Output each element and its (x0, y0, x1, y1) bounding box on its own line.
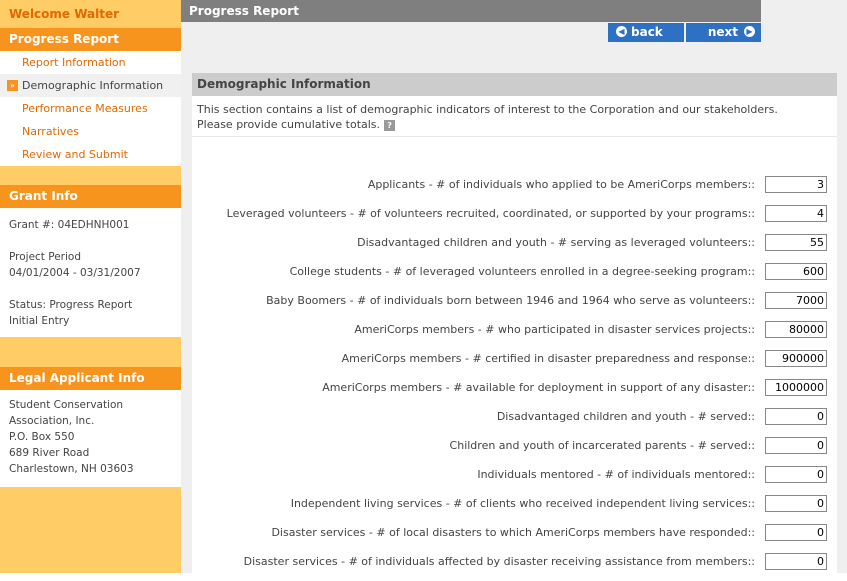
field-label: Baby Boomers - # of individuals born between 1946 and 1964 who serve as volunteers:: (266, 294, 755, 307)
field-input[interactable] (765, 437, 827, 454)
nav-report-information[interactable] (0, 51, 181, 74)
nav-label: Review and Submit (22, 148, 128, 161)
page-title: Progress Report (181, 0, 761, 22)
panel-title: Demographic Information (192, 73, 837, 96)
field-input[interactable] (765, 176, 827, 193)
welcome-text: Welcome Walter (0, 0, 181, 28)
nav-label: Narratives (22, 125, 79, 138)
field-input[interactable] (765, 379, 827, 396)
nav-label: Report Information (22, 56, 126, 69)
field-row (192, 378, 837, 407)
nav-performance-measures[interactable] (0, 97, 181, 120)
field-label: AmeriCorps members - # who participated in disaster services projects:: (354, 323, 755, 336)
field-input[interactable] (765, 524, 827, 541)
nav-review-and-submit[interactable] (0, 143, 181, 166)
field-label: Applicants - # of individuals who applied to be AmeriCorps members:: (367, 178, 755, 191)
legal-line: Association, Inc. (9, 415, 95, 427)
nav-label: Performance Measures (22, 102, 148, 115)
field-row (192, 262, 837, 291)
field-row (192, 436, 837, 465)
next-arrow-icon: ▶ (744, 26, 755, 37)
field-row (192, 320, 837, 349)
current-arrow-icon: » (7, 80, 18, 91)
legal-line: P.O. Box 550 (9, 431, 75, 443)
field-label: Disaster services - # of individuals affected by disaster receiving assistance from members:: (243, 555, 755, 568)
intro-text (192, 96, 837, 137)
field-row (192, 349, 837, 378)
field-label: Disadvantaged children and youth - # serving as leveraged volunteers:: (357, 236, 755, 249)
nav-narratives[interactable] (0, 120, 181, 143)
field-label: College students - # of leveraged volunteers enrolled in a degree-seeking program:: (289, 265, 755, 278)
back-button[interactable] (608, 23, 684, 42)
project-period-value: 04/01/2004 - 03/31/2007 (9, 267, 141, 279)
main-area (181, 0, 847, 573)
field-label: Disaster services - # of local disasters to which AmeriCorps members have responded:: (271, 526, 755, 539)
field-row (192, 552, 837, 581)
field-row (192, 523, 837, 552)
progress-report-header: Progress Report (0, 28, 181, 51)
field-input[interactable] (765, 408, 827, 425)
nav-demographic-information[interactable] (0, 74, 181, 97)
field-row (192, 494, 837, 523)
legal-line: Charlestown, NH 03603 (9, 463, 134, 475)
field-label: Leveraged volunteers - # of volunteers recruited, coordinated, or supported by your programs:: (226, 207, 755, 220)
field-row (192, 204, 837, 233)
grant-number: Grant #: 04EDHNH001 (9, 219, 130, 231)
spacer (0, 166, 181, 185)
next-label: next (707, 25, 738, 39)
legal-applicant-panel (0, 390, 181, 487)
status-line: Status: Progress Report (9, 299, 133, 311)
spacer (0, 337, 181, 367)
field-label: Disadvantaged children and youth - # served:: (496, 410, 755, 423)
status-detail: Initial Entry (9, 315, 70, 327)
field-input[interactable] (765, 234, 827, 251)
field-row (192, 291, 837, 320)
project-period-label: Project Period (9, 251, 82, 263)
field-input[interactable] (765, 553, 827, 570)
field-input[interactable] (765, 292, 827, 309)
fields-list (192, 175, 837, 581)
field-row (192, 407, 837, 436)
sidebar (0, 0, 181, 573)
field-row (192, 465, 837, 494)
grant-info-panel (0, 208, 181, 337)
field-label: AmeriCorps members - # certified in disaster preparedness and response:: (341, 352, 755, 365)
back-label: back (631, 25, 663, 39)
field-input[interactable] (765, 466, 827, 483)
help-icon[interactable]: ? (384, 120, 395, 131)
field-row (192, 175, 837, 204)
next-button[interactable] (686, 23, 761, 42)
field-label: Independent living services - # of clients who received independent living services:: (290, 497, 755, 510)
legal-line: 689 River Road (9, 447, 90, 459)
intro-line: This section contains a list of demographic indicators of interest to the Corporation and our stakeholders. (197, 103, 778, 116)
nav-label: Demographic Information (22, 79, 164, 92)
progress-nav (0, 51, 181, 166)
intro-line: Please provide cumulative totals. (197, 118, 381, 131)
field-row (192, 233, 837, 262)
field-label: AmeriCorps members - # available for deployment in support of any disaster:: (322, 381, 755, 394)
field-label: Individuals mentored - # of individuals mentored:: (477, 468, 755, 481)
legal-applicant-header: Legal Applicant Info (0, 367, 181, 390)
demographic-panel (192, 73, 837, 573)
grant-info-header: Grant Info (0, 185, 181, 208)
field-input[interactable] (765, 321, 827, 338)
field-input[interactable] (765, 495, 827, 512)
back-arrow-icon: ◀ (616, 26, 627, 37)
field-input[interactable] (765, 205, 827, 222)
field-input[interactable] (765, 263, 827, 280)
field-input[interactable] (765, 350, 827, 367)
legal-line: Student Conservation (9, 399, 124, 411)
field-label: Children and youth of incarcerated parents - # served:: (449, 439, 755, 452)
